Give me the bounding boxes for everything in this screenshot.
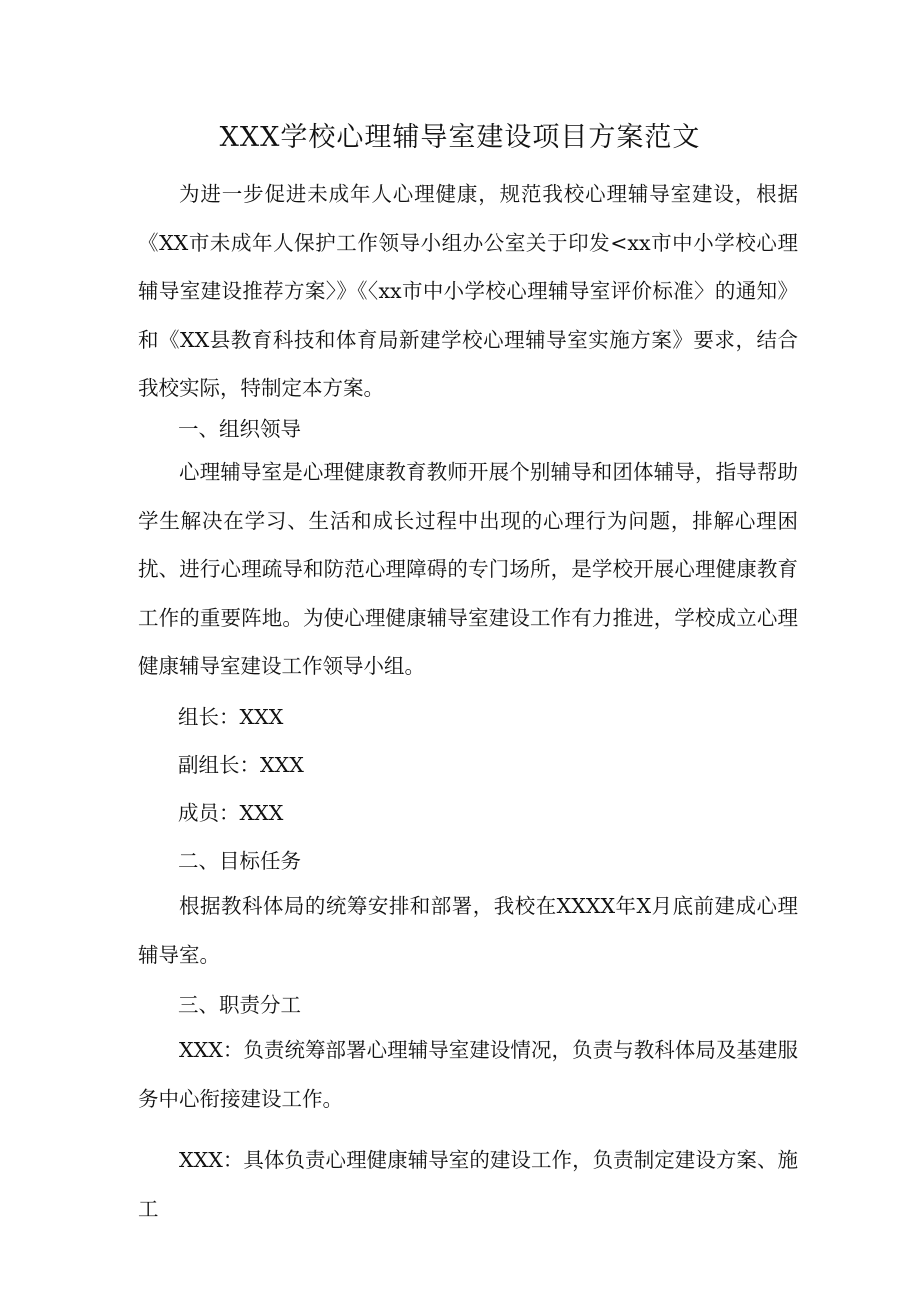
- duty-text-1: XXX：负责统筹部署心理辅导室建设情况，负责与教科体局及基建服务中心衔接建设工作。: [138, 1038, 798, 1111]
- duty-paragraph-2: [138, 1136, 798, 1233]
- duty-text-2: XXX：具体负责心理健康辅导室的建设工作，负责制定建设方案、施工: [138, 1148, 798, 1221]
- deputy-leader-line: 副组长：XXX: [178, 753, 304, 777]
- intro-text: 为进一步促进未成年人心理健康，规范我校心理辅导室建设，根据《XX市未成年人保护工作领导小组办公室关于印发<xx市中小学校心理辅导室建设推荐方案〉》《〈xx市中小学校心理辅导室评价标准〉的通知》和《XX县教育科技和体育局新建学校心理辅导室实施方案》要求，结合我校实际，特制定本方案。: [138, 182, 798, 400]
- members-line: 成员：XXX: [178, 801, 284, 825]
- goals-paragraph: [138, 882, 798, 979]
- section-heading-organization: 一、组织领导: [178, 417, 301, 441]
- section-heading-goals: 二、目标任务: [178, 849, 301, 873]
- intro-paragraph: [138, 170, 798, 413]
- organization-text: 心理辅导室是心理健康教育教师开展个别辅导和团体辅导，指导帮助学生解决在学习、生活和成长过程中出现的心理行为问题，排解心理困扰、进行心理疏导和防范心理障碍的专门场所，是学校开展心理健康教育工作的重要阵地。为使心理健康辅导室建设工作有力推进，学校成立心理健康辅导室建设工作领导小组。: [138, 460, 798, 678]
- document-title: XXX学校心理辅导室建设项目方案范文: [219, 122, 701, 153]
- organization-paragraph: [138, 448, 798, 691]
- leader-line: 组长：XXX: [178, 705, 284, 729]
- section-heading-duties: 三、职责分工: [178, 993, 301, 1017]
- goals-text: 根据教科体局的统筹安排和部署，我校在XXXX年X月底前建成心理辅导室。: [138, 894, 798, 967]
- duty-paragraph-1: [138, 1026, 798, 1123]
